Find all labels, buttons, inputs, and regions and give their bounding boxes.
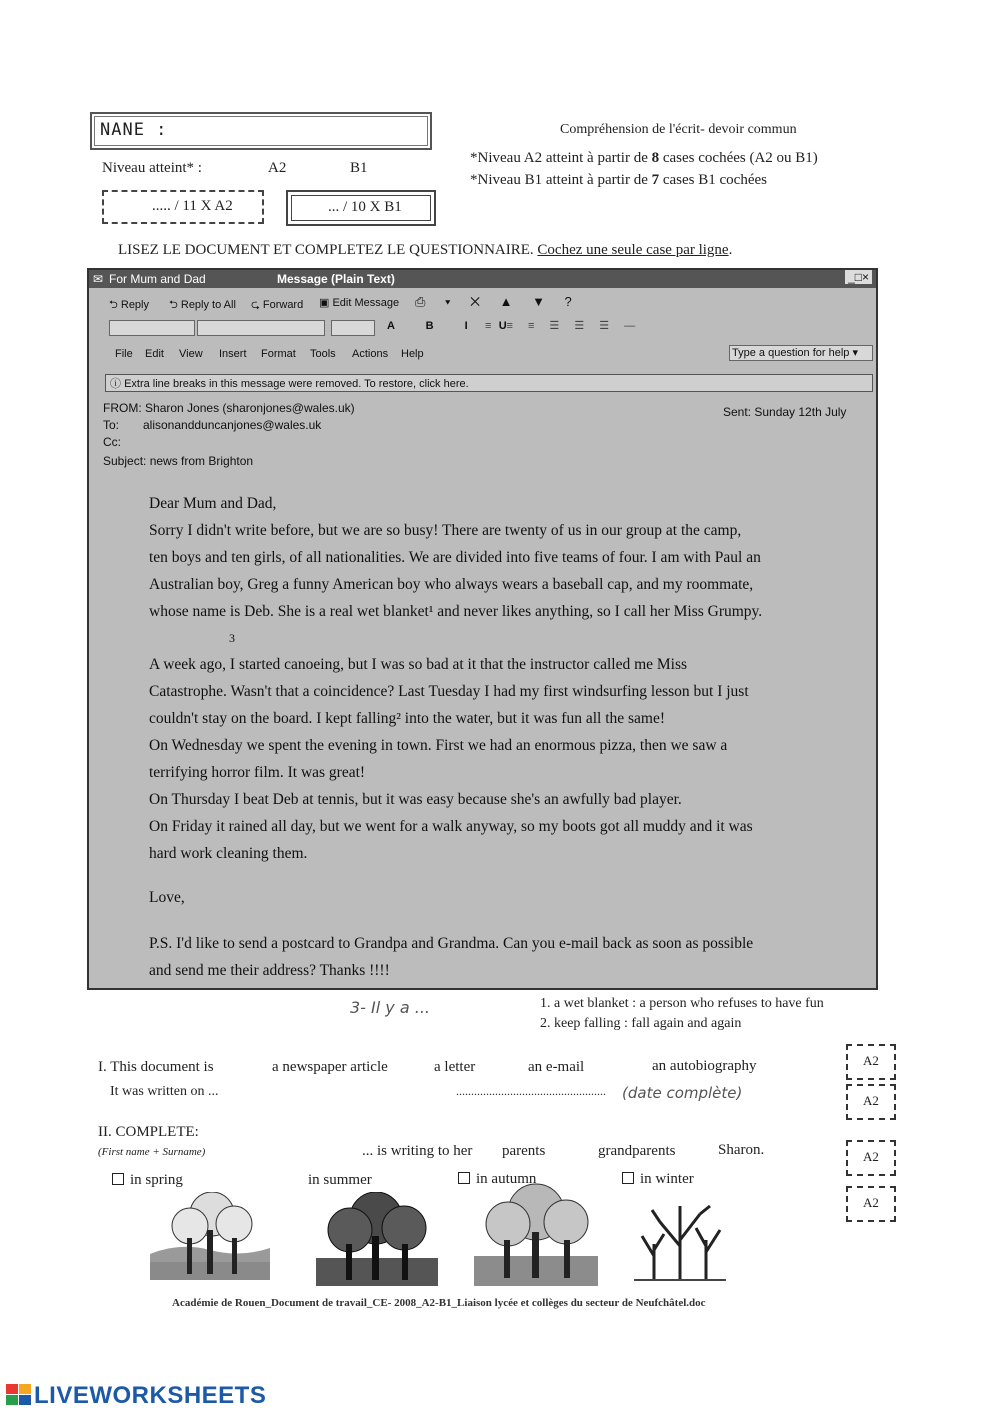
winter-tree-image xyxy=(634,1200,726,1282)
menu-view[interactable]: View xyxy=(179,348,203,360)
format-buttons[interactable]: A B I U xyxy=(387,320,521,332)
note-a2: *Niveau A2 atteint à partir de 8 cases cochées (A2 ou B1) xyxy=(470,150,818,166)
q2-option-grandparents[interactable]: grandparents xyxy=(598,1143,676,1159)
glossary-item-2: 2. keep falling : fall again and again xyxy=(540,1016,742,1031)
q1-option-letter[interactable]: a letter xyxy=(434,1059,476,1075)
toolbar-icons[interactable]: ⎙ ▾ ✕ ▲ ▼ ? xyxy=(415,294,580,309)
font-dropdown[interactable] xyxy=(197,320,325,336)
note-b1: *Niveau B1 atteint à partir de 7 cases B1 cochées xyxy=(470,172,767,188)
title-bar xyxy=(89,270,876,288)
letter-line: hard work cleaning them. xyxy=(149,845,308,862)
checkbox-icon xyxy=(112,1173,124,1185)
score-box-q2a[interactable]: A2 xyxy=(846,1140,896,1176)
autumn-tree-image xyxy=(474,1182,598,1288)
window-controls[interactable]: _□× xyxy=(845,270,872,284)
q2-label: II. COMPLETE: xyxy=(98,1124,199,1140)
menu-insert[interactable]: Insert xyxy=(219,348,247,360)
q1-written-on-label: It was written on ... xyxy=(110,1084,219,1099)
q1-option-email[interactable]: an e-mail xyxy=(528,1059,585,1075)
checkbox-icon xyxy=(458,1172,470,1184)
email-window xyxy=(87,268,878,990)
letter-line: couldn't stay on the board. I kept falling² into the water, but it was fun all the same! xyxy=(149,710,666,727)
align-buttons[interactable]: ≡ ≡ ≡ ☰ ☰ ☰ — xyxy=(485,320,642,332)
ps-line: and send me their address? Thanks !!!! xyxy=(149,962,390,979)
menu-format[interactable]: Format xyxy=(261,348,296,360)
to-label: To: xyxy=(103,418,120,432)
q2-option-parents[interactable]: parents xyxy=(502,1143,546,1159)
score-b1-text: ... / 10 X B1 xyxy=(328,199,402,215)
forward-icon: ⮎ xyxy=(251,299,260,311)
logo-text: LIVEWORKSHEETS xyxy=(34,1382,267,1409)
letter-line: A week ago, I started canoeing, but I was so bad at it that the instructor called me Miss xyxy=(149,656,688,673)
help-search-input[interactable]: Type a question for help ▾ xyxy=(729,345,873,361)
score-box-q1a[interactable]: A2 xyxy=(846,1044,896,1080)
edit-message-button[interactable]: ▣ Edit Message xyxy=(319,297,400,309)
menu-tools[interactable]: Tools xyxy=(310,348,336,360)
level-label: Niveau atteint* : xyxy=(102,160,202,176)
cc-label: Cc: xyxy=(103,435,121,449)
q2-sublabel: (First name + Surname) xyxy=(98,1146,206,1158)
q1-handwritten: (date complète) xyxy=(622,1084,743,1102)
checkbox-icon xyxy=(622,1172,634,1184)
season-winter[interactable]: in winter xyxy=(622,1171,694,1188)
footer-credit: Académie de Rouen_Document de travail_CE- 2008_A2-B1_Liaison lycée et collèges du secteur de Neufchâtel.doc xyxy=(172,1297,706,1309)
course-title: Compréhension de l'écrit- devoir commun xyxy=(560,122,797,137)
letter-salutation: Dear Mum and Dad, xyxy=(149,495,277,512)
window-title-center: Message (Plain Text) xyxy=(277,272,395,286)
instruction: LISEZ LE DOCUMENT ET COMPLETEZ LE QUESTIONNAIRE. Cochez une seule case par ligne. xyxy=(118,242,733,258)
letter-line: terrifying horror film. It was great! xyxy=(149,764,366,781)
envelope-icon: ✉ xyxy=(93,272,104,286)
season-autumn[interactable]: in autumn xyxy=(458,1171,536,1188)
score-box-q1b[interactable]: A2 xyxy=(846,1084,896,1120)
logo-icon xyxy=(4,1382,34,1408)
menu-actions[interactable]: Actions xyxy=(352,348,389,360)
season-spring[interactable]: in spring xyxy=(112,1172,183,1189)
level-b1: B1 xyxy=(350,160,368,176)
q1-label: I. This document is xyxy=(98,1059,214,1075)
save-icon: ▣ xyxy=(319,297,330,309)
season-summer[interactable]: in summer xyxy=(308,1172,372,1188)
from-line: FROM: Sharon Jones (sharonjones@wales.uk) xyxy=(103,401,355,415)
score-box-b1[interactable] xyxy=(286,190,436,226)
reply-icon: ⮌ xyxy=(109,299,118,311)
reply-button[interactable]: ⮌ Reply xyxy=(109,299,149,311)
menu-file[interactable]: File xyxy=(115,348,133,360)
name-field-box[interactable] xyxy=(90,112,432,150)
letter-line: On Thursday I beat Deb at tennis, but it was easy because she's an awfully bad player. xyxy=(149,791,682,808)
letter-line: Catastrophe. Wasn't that a coincidence? Last Tuesday I had my first windsurfing lesson but I just xyxy=(149,683,749,700)
score-a2-text: ..... / 11 X A2 xyxy=(152,198,233,214)
letter-line: On Friday it rained all day, but we went for a walk anyway, so my boots got all muddy and it was xyxy=(149,818,753,835)
subject-line: Subject: news from Brighton xyxy=(103,454,254,468)
liveworksheets-logo[interactable] xyxy=(4,1382,288,1408)
reply-all-icon: ⮌ xyxy=(169,299,178,311)
spring-tree-image xyxy=(150,1192,270,1282)
score-box-q2b[interactable]: A2 xyxy=(846,1186,896,1222)
menu-help[interactable]: Help xyxy=(401,348,424,360)
q2-is-writing: ... is writing to her xyxy=(362,1143,473,1159)
letter-line: ten boys and ten girls, of all nationalities. We are divided into five teams of four. I am with Paul an xyxy=(149,549,761,566)
forward-button[interactable]: ⮎ Forward xyxy=(251,299,304,311)
letter-line: Sorry I didn't write before, but we are so busy! There are twenty of us in our group at the camp, xyxy=(149,522,742,539)
menu-edit[interactable]: Edit xyxy=(145,348,164,360)
info-icon: ⓘ xyxy=(110,378,121,390)
score-box-a2[interactable] xyxy=(102,190,264,224)
ps-line: P.S. I'd like to send a postcard to Grandpa and Grandma. Can you e-mail back as soon as possible xyxy=(149,935,754,952)
sent-date: Sent: Sunday 12th July xyxy=(723,405,847,419)
name-label: NANE : xyxy=(100,120,168,140)
to-value: alisonandduncanjones@wales.uk xyxy=(143,418,322,432)
summer-tree-image xyxy=(316,1192,438,1288)
letter-line: whose name is Deb. She is a real wet blanket¹ and never likes anything, so I call her Miss Grumpy. xyxy=(149,603,763,620)
handwritten-note: 3- Il y a ... xyxy=(350,998,430,1017)
level-a2: A2 xyxy=(268,160,287,176)
reply-all-button[interactable]: ⮌ Reply to All xyxy=(169,299,236,311)
margin-mark: 3 xyxy=(229,631,235,645)
letter-closing: Love, xyxy=(149,889,185,906)
window-title-left: For Mum and Dad xyxy=(109,272,206,286)
q1-option-autobiography[interactable]: an autobiography xyxy=(652,1058,757,1074)
q1-option-newspaper[interactable]: a newspaper article xyxy=(272,1059,388,1075)
glossary-item-1: 1. a wet blanket : a person who refuses to have fun xyxy=(540,996,824,1011)
q2-option-sharon[interactable]: Sharon. xyxy=(718,1142,765,1158)
size-dropdown[interactable] xyxy=(331,320,375,336)
info-bar[interactable]: ⓘ Extra line breaks in this message were removed. To restore, click here. xyxy=(105,374,873,392)
style-dropdown[interactable] xyxy=(109,320,195,336)
letter-line: Australian boy, Greg a funny American boy who always wears a baseball cap, and my roommate, xyxy=(149,576,754,593)
q1-date-input[interactable]: .................................................. xyxy=(456,1084,606,1098)
letter-line: On Wednesday we spent the evening in town. First we had an enormous pizza, then we saw a xyxy=(149,737,728,754)
